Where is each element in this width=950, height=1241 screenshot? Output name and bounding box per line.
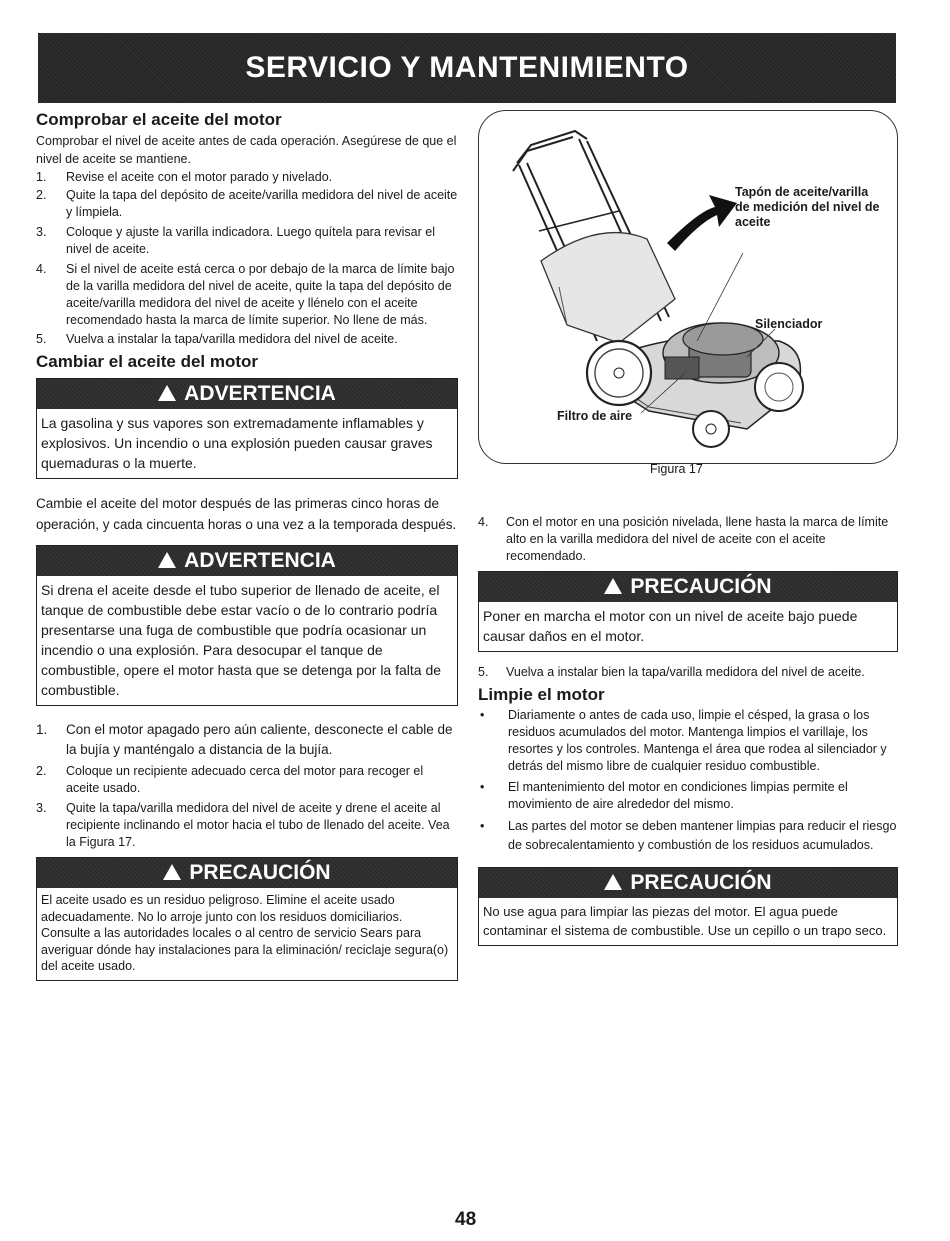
muffler-label: Silenciador bbox=[755, 317, 823, 331]
step-number: 4. bbox=[478, 515, 489, 529]
caution-triangle-icon bbox=[163, 864, 181, 880]
list-item bbox=[36, 224, 458, 258]
right-column bbox=[478, 514, 898, 946]
list-item bbox=[36, 763, 458, 797]
list-item bbox=[36, 331, 458, 348]
step-text: Con el motor en una posición nivelada, llene hasta la marca de límite alto en la varilla medidora del nivel de aceite con el aceite recomendado. bbox=[506, 515, 889, 563]
list-item bbox=[36, 261, 458, 329]
step-number: 3. bbox=[36, 801, 47, 815]
step-number: 3. bbox=[36, 225, 47, 239]
section-title: SERVICIO Y MANTENIMIENTO bbox=[245, 51, 689, 84]
list-item bbox=[478, 779, 898, 813]
list-item bbox=[36, 169, 458, 186]
caution-text: El aceite usado es un residuo peligroso. Elimine el aceite usado adecuadamente. No lo arroje junto con los residuos domiciliarios. Consulte a las autoridades locales o al centro de servicio Sears para averiguar dónde hay instalaciones para la eliminación/ reciclaje segura(o) del aceite usado. bbox=[41, 893, 449, 973]
caution-text: Poner en marcha el motor con un nivel de aceite bajo puede causar daños en el motor. bbox=[483, 608, 858, 644]
bullet-text: Diariamente o antes de cada uso, limpie el césped, la grasa o los residuos acumulados del motor. Mantenga limpios el varillaje, los resortes y los controles. Mantenga el área que rodea al silenciador y detrás del mismo libre de cualquier residuo combustible. bbox=[508, 708, 887, 773]
list-item bbox=[36, 720, 458, 760]
warning-title: ADVERTENCIA bbox=[184, 549, 336, 572]
step-text: Coloque un recipiente adecuado cerca del motor para recoger el aceite usado. bbox=[66, 764, 424, 795]
caution-header bbox=[479, 868, 897, 898]
step-text: Coloque y ajuste la varilla indicadora. Luego quítela para revisar el nivel de aceite. bbox=[66, 225, 435, 256]
step-number: 4. bbox=[36, 262, 47, 276]
figure-caption: Figura 17 bbox=[650, 462, 703, 476]
caution-header bbox=[479, 572, 897, 602]
caution-box-no-water bbox=[478, 867, 898, 946]
warning-box-gasoline bbox=[36, 378, 458, 479]
clean-engine-heading: Limpie el motor bbox=[478, 685, 605, 704]
oil-cap-dipstick-label: Tapón de aceite/varilla de medición del nivel de aceite bbox=[735, 185, 880, 229]
bullet-mark: • bbox=[480, 708, 485, 722]
caution-box-low-oil bbox=[478, 571, 898, 652]
list-item bbox=[478, 817, 898, 855]
caution-box-used-oil bbox=[36, 857, 458, 981]
caution-title: PRECAUCIÓN bbox=[630, 871, 772, 894]
list-item bbox=[36, 800, 458, 851]
caution-title: PRECAUCIÓN bbox=[630, 575, 772, 598]
figure-17-frame bbox=[478, 110, 898, 464]
step-text: Quite la tapa/varilla medidora del nivel de aceite y drene el aceite al recipiente inclinando el motor hacia el tubo de llenado del aceite. Vea la Figura 17. bbox=[66, 801, 450, 849]
step-text: Vuelva a instalar la tapa/varilla medidora del nivel de aceite. bbox=[66, 332, 398, 346]
step-number: 2. bbox=[36, 764, 47, 778]
warning-header bbox=[37, 546, 457, 576]
warning-triangle-icon bbox=[158, 552, 176, 568]
change-oil-heading: Cambiar el aceite del motor bbox=[36, 352, 259, 371]
reinstall-step bbox=[478, 664, 898, 681]
page-number: 48 bbox=[455, 1209, 477, 1230]
bullet-mark: • bbox=[480, 780, 485, 794]
bullet-text: El mantenimiento del motor en condiciones limpias permite el movimiento de aire alrededor del mismo. bbox=[508, 780, 848, 811]
section-banner bbox=[38, 33, 896, 103]
lawn-mower-illustration bbox=[479, 111, 897, 463]
bullet-text: Las partes del motor se deben mantener limpias para reducir el riesgo de sobrecalentamiento y combustión de los residuos acumulados. bbox=[508, 819, 897, 852]
step-text: Revise el aceite con el motor parado y nivelado. bbox=[66, 170, 333, 184]
air-filter-label: Filtro de aire bbox=[557, 409, 633, 423]
change-oil-steps bbox=[36, 720, 458, 851]
step-number: 1. bbox=[36, 170, 47, 184]
left-column bbox=[36, 110, 458, 981]
step-number: 5. bbox=[36, 332, 47, 346]
check-oil-steps bbox=[36, 169, 458, 348]
bullet-mark: • bbox=[480, 819, 485, 833]
warning-header bbox=[37, 379, 457, 409]
refill-step bbox=[478, 514, 898, 565]
caution-triangle-icon bbox=[604, 874, 622, 890]
step-text: Vuelva a instalar bien la tapa/varilla medidora del nivel de aceite. bbox=[506, 665, 865, 679]
check-oil-heading: Comprobar el aceite del motor bbox=[36, 110, 282, 129]
list-item bbox=[478, 664, 898, 681]
list-item bbox=[36, 187, 458, 221]
caution-text: No use agua para limpiar las piezas del motor. El agua puede contaminar el sistema de combustible. Use un cepillo o un trapo seco. bbox=[483, 904, 887, 938]
caution-triangle-icon bbox=[604, 578, 622, 594]
warning-box-drain bbox=[36, 545, 458, 706]
clean-engine-bullets bbox=[478, 707, 898, 855]
caution-header bbox=[37, 858, 457, 888]
step-text: Si el nivel de aceite está cerca o por debajo de la marca de límite bajo de la varilla medidora del nivel de aceite, quite la tapa del depósito de aceite/varilla medidora del nivel de aceite y llénelo con el aceite recomendado hasta la marca de límite superior. No llene de más. bbox=[66, 262, 455, 327]
check-oil-intro: Comprobar el nivel de aceite antes de cada operación. Asegúrese de que el nivel de aceite se mantiene. bbox=[36, 134, 457, 166]
warning-text: Si drena el aceite desde el tubo superior de llenado de aceite, el tanque de combustible debe estar vacío o de lo contrario podría presentarse una fuga de combustible que podría ocasionar un incendio o una explosión. Para desocupar el tanque de combustible, opere el motor hasta que se detenga por la falta de combustible. bbox=[41, 582, 442, 698]
step-number: 5. bbox=[478, 665, 489, 679]
step-number: 1. bbox=[36, 722, 48, 737]
caution-title: PRECAUCIÓN bbox=[189, 861, 331, 884]
change-oil-intro: Cambie el aceite del motor después de las primeras cinco horas de operación, y cada cincuenta horas o una vez a la temporada después. bbox=[36, 496, 457, 532]
step-text: Con el motor apagado pero aún caliente, desconecte el cable de la bujía y manténgalo a distancia de la bujía. bbox=[66, 722, 453, 757]
warning-title: ADVERTENCIA bbox=[184, 382, 336, 405]
list-item bbox=[478, 707, 898, 775]
warning-text: La gasolina y sus vapores son extremadamente inflamables y explosivos. Un incendio o una explosión pueden causar graves quemaduras o la muerte. bbox=[41, 415, 433, 471]
warning-triangle-icon bbox=[158, 385, 176, 401]
step-number: 2. bbox=[36, 188, 47, 202]
list-item bbox=[478, 514, 898, 565]
step-text: Quite la tapa del depósito de aceite/varilla medidora del nivel de aceite y límpiela. bbox=[66, 188, 458, 219]
